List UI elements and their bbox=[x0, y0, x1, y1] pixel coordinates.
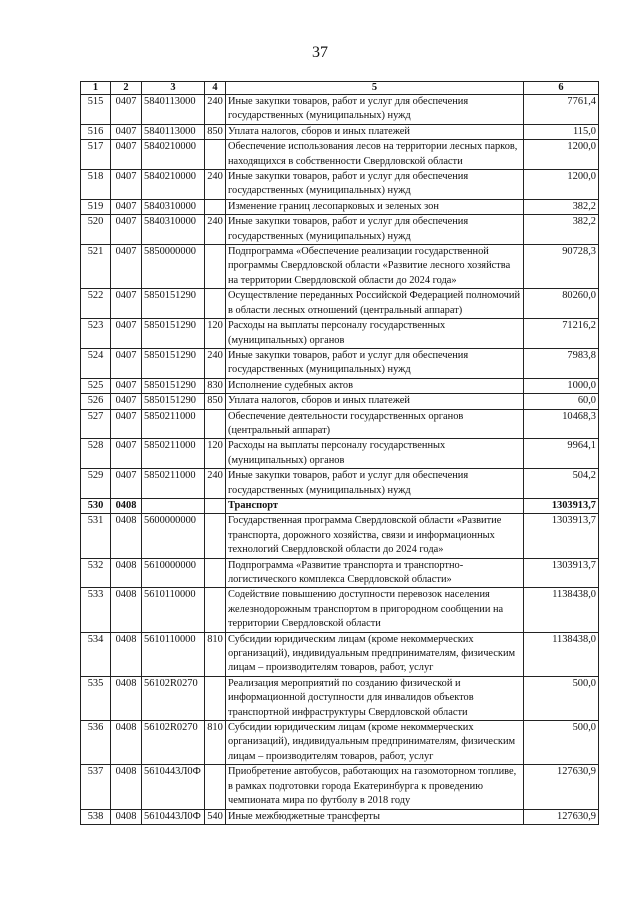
expense-type-cell bbox=[205, 199, 226, 214]
header-cell: 6 bbox=[524, 82, 599, 95]
item-name-cell: Обеспечение деятельности государственных органов (центральный аппарат) bbox=[226, 409, 524, 439]
header-cell: 5 bbox=[226, 82, 524, 95]
amount-cell: 115,0 bbox=[524, 124, 599, 139]
item-name-cell: Государственная программа Свердловской области «Развитие транспорта, дорожного хозяйства, связи и информационных технологий Свердловской области до 2024 года» bbox=[226, 514, 524, 558]
row-number-cell: 524 bbox=[81, 348, 111, 378]
row-number-cell: 520 bbox=[81, 215, 111, 245]
table-row bbox=[81, 215, 599, 245]
expense-type-cell: 850 bbox=[205, 394, 226, 409]
section-code-cell: 0407 bbox=[111, 409, 142, 439]
amount-cell: 1303913,7 bbox=[524, 498, 599, 513]
table-row bbox=[81, 514, 599, 558]
expense-type-cell bbox=[205, 409, 226, 439]
item-name-cell: Субсидии юридическим лицам (кроме некоммерческих организаций), индивидуальным предпринимателям, физическим лицам – производителям товаров, работ, услуг bbox=[226, 721, 524, 765]
table-row bbox=[81, 498, 599, 513]
amount-cell: 90728,3 bbox=[524, 245, 599, 289]
item-name-cell: Иные закупки товаров, работ и услуг для обеспечения государственных (муниципальных) нужд bbox=[226, 348, 524, 378]
table-row bbox=[81, 378, 599, 393]
row-number-cell: 523 bbox=[81, 319, 111, 349]
target-code-cell: 5850151290 bbox=[142, 394, 205, 409]
row-number-cell: 530 bbox=[81, 498, 111, 513]
amount-cell: 1200,0 bbox=[524, 140, 599, 170]
target-code-cell: 5600000000 bbox=[142, 514, 205, 558]
amount-cell: 7983,8 bbox=[524, 348, 599, 378]
table-row bbox=[81, 170, 599, 200]
header-cell: 4 bbox=[205, 82, 226, 95]
amount-cell: 127630,9 bbox=[524, 809, 599, 824]
section-code-cell: 0407 bbox=[111, 170, 142, 200]
amount-cell: 382,2 bbox=[524, 215, 599, 245]
item-name-cell: Иные закупки товаров, работ и услуг для обеспечения государственных (муниципальных) нужд bbox=[226, 95, 524, 125]
amount-cell: 9964,1 bbox=[524, 439, 599, 469]
table-row bbox=[81, 721, 599, 765]
section-code-cell: 0407 bbox=[111, 289, 142, 319]
row-number-cell: 531 bbox=[81, 514, 111, 558]
item-name-cell: Исполнение судебных актов bbox=[226, 378, 524, 393]
table-body bbox=[81, 95, 599, 825]
amount-cell: 500,0 bbox=[524, 721, 599, 765]
amount-cell: 80260,0 bbox=[524, 289, 599, 319]
target-code-cell: 56102R0270 bbox=[142, 721, 205, 765]
amount-cell: 71216,2 bbox=[524, 319, 599, 349]
target-code-cell: 5610000000 bbox=[142, 558, 205, 588]
section-code-cell: 0407 bbox=[111, 95, 142, 125]
section-code-cell: 0408 bbox=[111, 676, 142, 720]
row-number-cell: 536 bbox=[81, 721, 111, 765]
section-code-cell: 0407 bbox=[111, 140, 142, 170]
table-row bbox=[81, 140, 599, 170]
row-number-cell: 533 bbox=[81, 588, 111, 632]
amount-cell: 382,2 bbox=[524, 199, 599, 214]
header-cell: 2 bbox=[111, 82, 142, 95]
amount-cell: 1000,0 bbox=[524, 378, 599, 393]
expense-type-cell: 240 bbox=[205, 215, 226, 245]
amount-cell: 1200,0 bbox=[524, 170, 599, 200]
expense-type-cell: 810 bbox=[205, 721, 226, 765]
target-code-cell: 5850000000 bbox=[142, 245, 205, 289]
section-code-cell: 0408 bbox=[111, 632, 142, 676]
table-row bbox=[81, 409, 599, 439]
item-name-cell: Иные закупки товаров, работ и услуг для обеспечения государственных (муниципальных) нужд bbox=[226, 469, 524, 499]
target-code-cell: 5840113000 bbox=[142, 95, 205, 125]
table-row bbox=[81, 676, 599, 720]
section-code-cell: 0407 bbox=[111, 199, 142, 214]
target-code-cell: 5850151290 bbox=[142, 348, 205, 378]
target-code-cell: 5840113000 bbox=[142, 124, 205, 139]
amount-cell: 1303913,7 bbox=[524, 558, 599, 588]
expense-type-cell: 240 bbox=[205, 170, 226, 200]
table-header-row bbox=[81, 82, 599, 95]
expense-type-cell: 830 bbox=[205, 378, 226, 393]
table-row bbox=[81, 319, 599, 349]
target-code-cell: 5840310000 bbox=[142, 215, 205, 245]
table-row bbox=[81, 632, 599, 676]
row-number-cell: 517 bbox=[81, 140, 111, 170]
expense-type-cell bbox=[205, 558, 226, 588]
table-row bbox=[81, 809, 599, 824]
target-code-cell: 5850211000 bbox=[142, 409, 205, 439]
target-code-cell: 5840210000 bbox=[142, 140, 205, 170]
item-name-cell: Уплата налогов, сборов и иных платежей bbox=[226, 124, 524, 139]
item-name-cell: Приобретение автобусов, работающих на газомоторном топливе, в рамках подготовки города Екатеринбурга к проведению чемпионата мира по футболу в 2018 году bbox=[226, 765, 524, 809]
target-code-cell: 5610443Л0Ф bbox=[142, 809, 205, 824]
amount-cell: 1303913,7 bbox=[524, 514, 599, 558]
table-row bbox=[81, 348, 599, 378]
section-code-cell: 0407 bbox=[111, 245, 142, 289]
section-code-cell: 0407 bbox=[111, 124, 142, 139]
row-number-cell: 526 bbox=[81, 394, 111, 409]
amount-cell: 500,0 bbox=[524, 676, 599, 720]
header-cell: 1 bbox=[81, 82, 111, 95]
budget-table bbox=[80, 81, 599, 825]
section-code-cell: 0407 bbox=[111, 319, 142, 349]
section-code-cell: 0407 bbox=[111, 469, 142, 499]
expense-type-cell bbox=[205, 676, 226, 720]
table-row bbox=[81, 469, 599, 499]
item-name-cell: Транспорт bbox=[226, 498, 524, 513]
target-code-cell: 5840210000 bbox=[142, 170, 205, 200]
item-name-cell: Иные межбюджетные трансферты bbox=[226, 809, 524, 824]
target-code-cell: 5850151290 bbox=[142, 289, 205, 319]
section-code-cell: 0408 bbox=[111, 721, 142, 765]
expense-type-cell: 240 bbox=[205, 469, 226, 499]
row-number-cell: 525 bbox=[81, 378, 111, 393]
table-row bbox=[81, 394, 599, 409]
row-number-cell: 521 bbox=[81, 245, 111, 289]
amount-cell: 1138438,0 bbox=[524, 588, 599, 632]
section-code-cell: 0408 bbox=[111, 809, 142, 824]
section-code-cell: 0407 bbox=[111, 215, 142, 245]
expense-type-cell bbox=[205, 514, 226, 558]
expense-type-cell: 240 bbox=[205, 95, 226, 125]
row-number-cell: 534 bbox=[81, 632, 111, 676]
item-name-cell: Осуществление переданных Российской Федерацией полномочий в области лесных отношений (центральный аппарат) bbox=[226, 289, 524, 319]
item-name-cell: Обеспечение использования лесов на территории лесных парков, находящихся в собственности Свердловской области bbox=[226, 140, 524, 170]
expense-type-cell bbox=[205, 289, 226, 319]
amount-cell: 504,2 bbox=[524, 469, 599, 499]
item-name-cell: Расходы на выплаты персоналу государственных (муниципальных) органов bbox=[226, 319, 524, 349]
item-name-cell: Расходы на выплаты персоналу государственных (муниципальных) органов bbox=[226, 439, 524, 469]
target-code-cell: 5610110000 bbox=[142, 588, 205, 632]
section-code-cell: 0408 bbox=[111, 498, 142, 513]
table-row bbox=[81, 588, 599, 632]
section-code-cell: 0408 bbox=[111, 558, 142, 588]
section-code-cell: 0407 bbox=[111, 439, 142, 469]
section-code-cell: 0408 bbox=[111, 765, 142, 809]
item-name-cell: Содействие повышению доступности перевозок населения железнодорожным транспортом в пригородном сообщении на территории Свердловской области bbox=[226, 588, 524, 632]
item-name-cell: Изменение границ лесопарковых и зеленых зон bbox=[226, 199, 524, 214]
expense-type-cell: 810 bbox=[205, 632, 226, 676]
header-cell: 3 bbox=[142, 82, 205, 95]
item-name-cell: Иные закупки товаров, работ и услуг для обеспечения государственных (муниципальных) нужд bbox=[226, 170, 524, 200]
table-row bbox=[81, 558, 599, 588]
expense-type-cell: 120 bbox=[205, 439, 226, 469]
section-code-cell: 0407 bbox=[111, 348, 142, 378]
table-row bbox=[81, 765, 599, 809]
row-number-cell: 529 bbox=[81, 469, 111, 499]
row-number-cell: 522 bbox=[81, 289, 111, 319]
item-name-cell: Реализация мероприятий по созданию физической и информационной доступности для инвалидов объектов транспортной инфраструктуры Свердловской области bbox=[226, 676, 524, 720]
expense-type-cell: 850 bbox=[205, 124, 226, 139]
amount-cell: 10468,3 bbox=[524, 409, 599, 439]
expense-type-cell bbox=[205, 588, 226, 632]
table-row bbox=[81, 199, 599, 214]
row-number-cell: 515 bbox=[81, 95, 111, 125]
amount-cell: 1138438,0 bbox=[524, 632, 599, 676]
section-code-cell: 0408 bbox=[111, 514, 142, 558]
row-number-cell: 527 bbox=[81, 409, 111, 439]
expense-type-cell: 120 bbox=[205, 319, 226, 349]
target-code-cell: 5850211000 bbox=[142, 439, 205, 469]
table-row bbox=[81, 439, 599, 469]
target-code-cell: 5850211000 bbox=[142, 469, 205, 499]
table-row bbox=[81, 95, 599, 125]
page-number: 37 bbox=[312, 44, 328, 61]
expense-type-cell bbox=[205, 765, 226, 809]
item-name-cell: Субсидии юридическим лицам (кроме некоммерческих организаций), индивидуальным предпринимателям, физическим лицам – производителям товаров, работ, услуг bbox=[226, 632, 524, 676]
section-code-cell: 0408 bbox=[111, 588, 142, 632]
expense-type-cell bbox=[205, 245, 226, 289]
row-number-cell: 516 bbox=[81, 124, 111, 139]
table-row bbox=[81, 245, 599, 289]
row-number-cell: 535 bbox=[81, 676, 111, 720]
row-number-cell: 537 bbox=[81, 765, 111, 809]
row-number-cell: 532 bbox=[81, 558, 111, 588]
table-row bbox=[81, 124, 599, 139]
target-code-cell: 5610443Л0Ф bbox=[142, 765, 205, 809]
expense-type-cell: 540 bbox=[205, 809, 226, 824]
expense-type-cell bbox=[205, 498, 226, 513]
section-code-cell: 0407 bbox=[111, 378, 142, 393]
row-number-cell: 519 bbox=[81, 199, 111, 214]
expense-type-cell bbox=[205, 140, 226, 170]
section-code-cell: 0407 bbox=[111, 394, 142, 409]
row-number-cell: 538 bbox=[81, 809, 111, 824]
target-code-cell: 5840310000 bbox=[142, 199, 205, 214]
item-name-cell: Уплата налогов, сборов и иных платежей bbox=[226, 394, 524, 409]
row-number-cell: 528 bbox=[81, 439, 111, 469]
row-number-cell: 518 bbox=[81, 170, 111, 200]
item-name-cell: Подпрограмма «Развитие транспорта и транспортно-логистического комплекса Свердловской области» bbox=[226, 558, 524, 588]
item-name-cell: Иные закупки товаров, работ и услуг для обеспечения государственных (муниципальных) нужд bbox=[226, 215, 524, 245]
target-code-cell: 5610110000 bbox=[142, 632, 205, 676]
item-name-cell: Подпрограмма «Обеспечение реализации государственной программы Свердловской области «Развитие лесного хозяйства на территории Свердловской области до 2024 года» bbox=[226, 245, 524, 289]
amount-cell: 60,0 bbox=[524, 394, 599, 409]
target-code-cell: 5850151290 bbox=[142, 319, 205, 349]
target-code-cell: 56102R0270 bbox=[142, 676, 205, 720]
target-code-cell: 5850151290 bbox=[142, 378, 205, 393]
expense-type-cell: 240 bbox=[205, 348, 226, 378]
amount-cell: 7761,4 bbox=[524, 95, 599, 125]
target-code-cell bbox=[142, 498, 205, 513]
table-row bbox=[81, 289, 599, 319]
amount-cell: 127630,9 bbox=[524, 765, 599, 809]
